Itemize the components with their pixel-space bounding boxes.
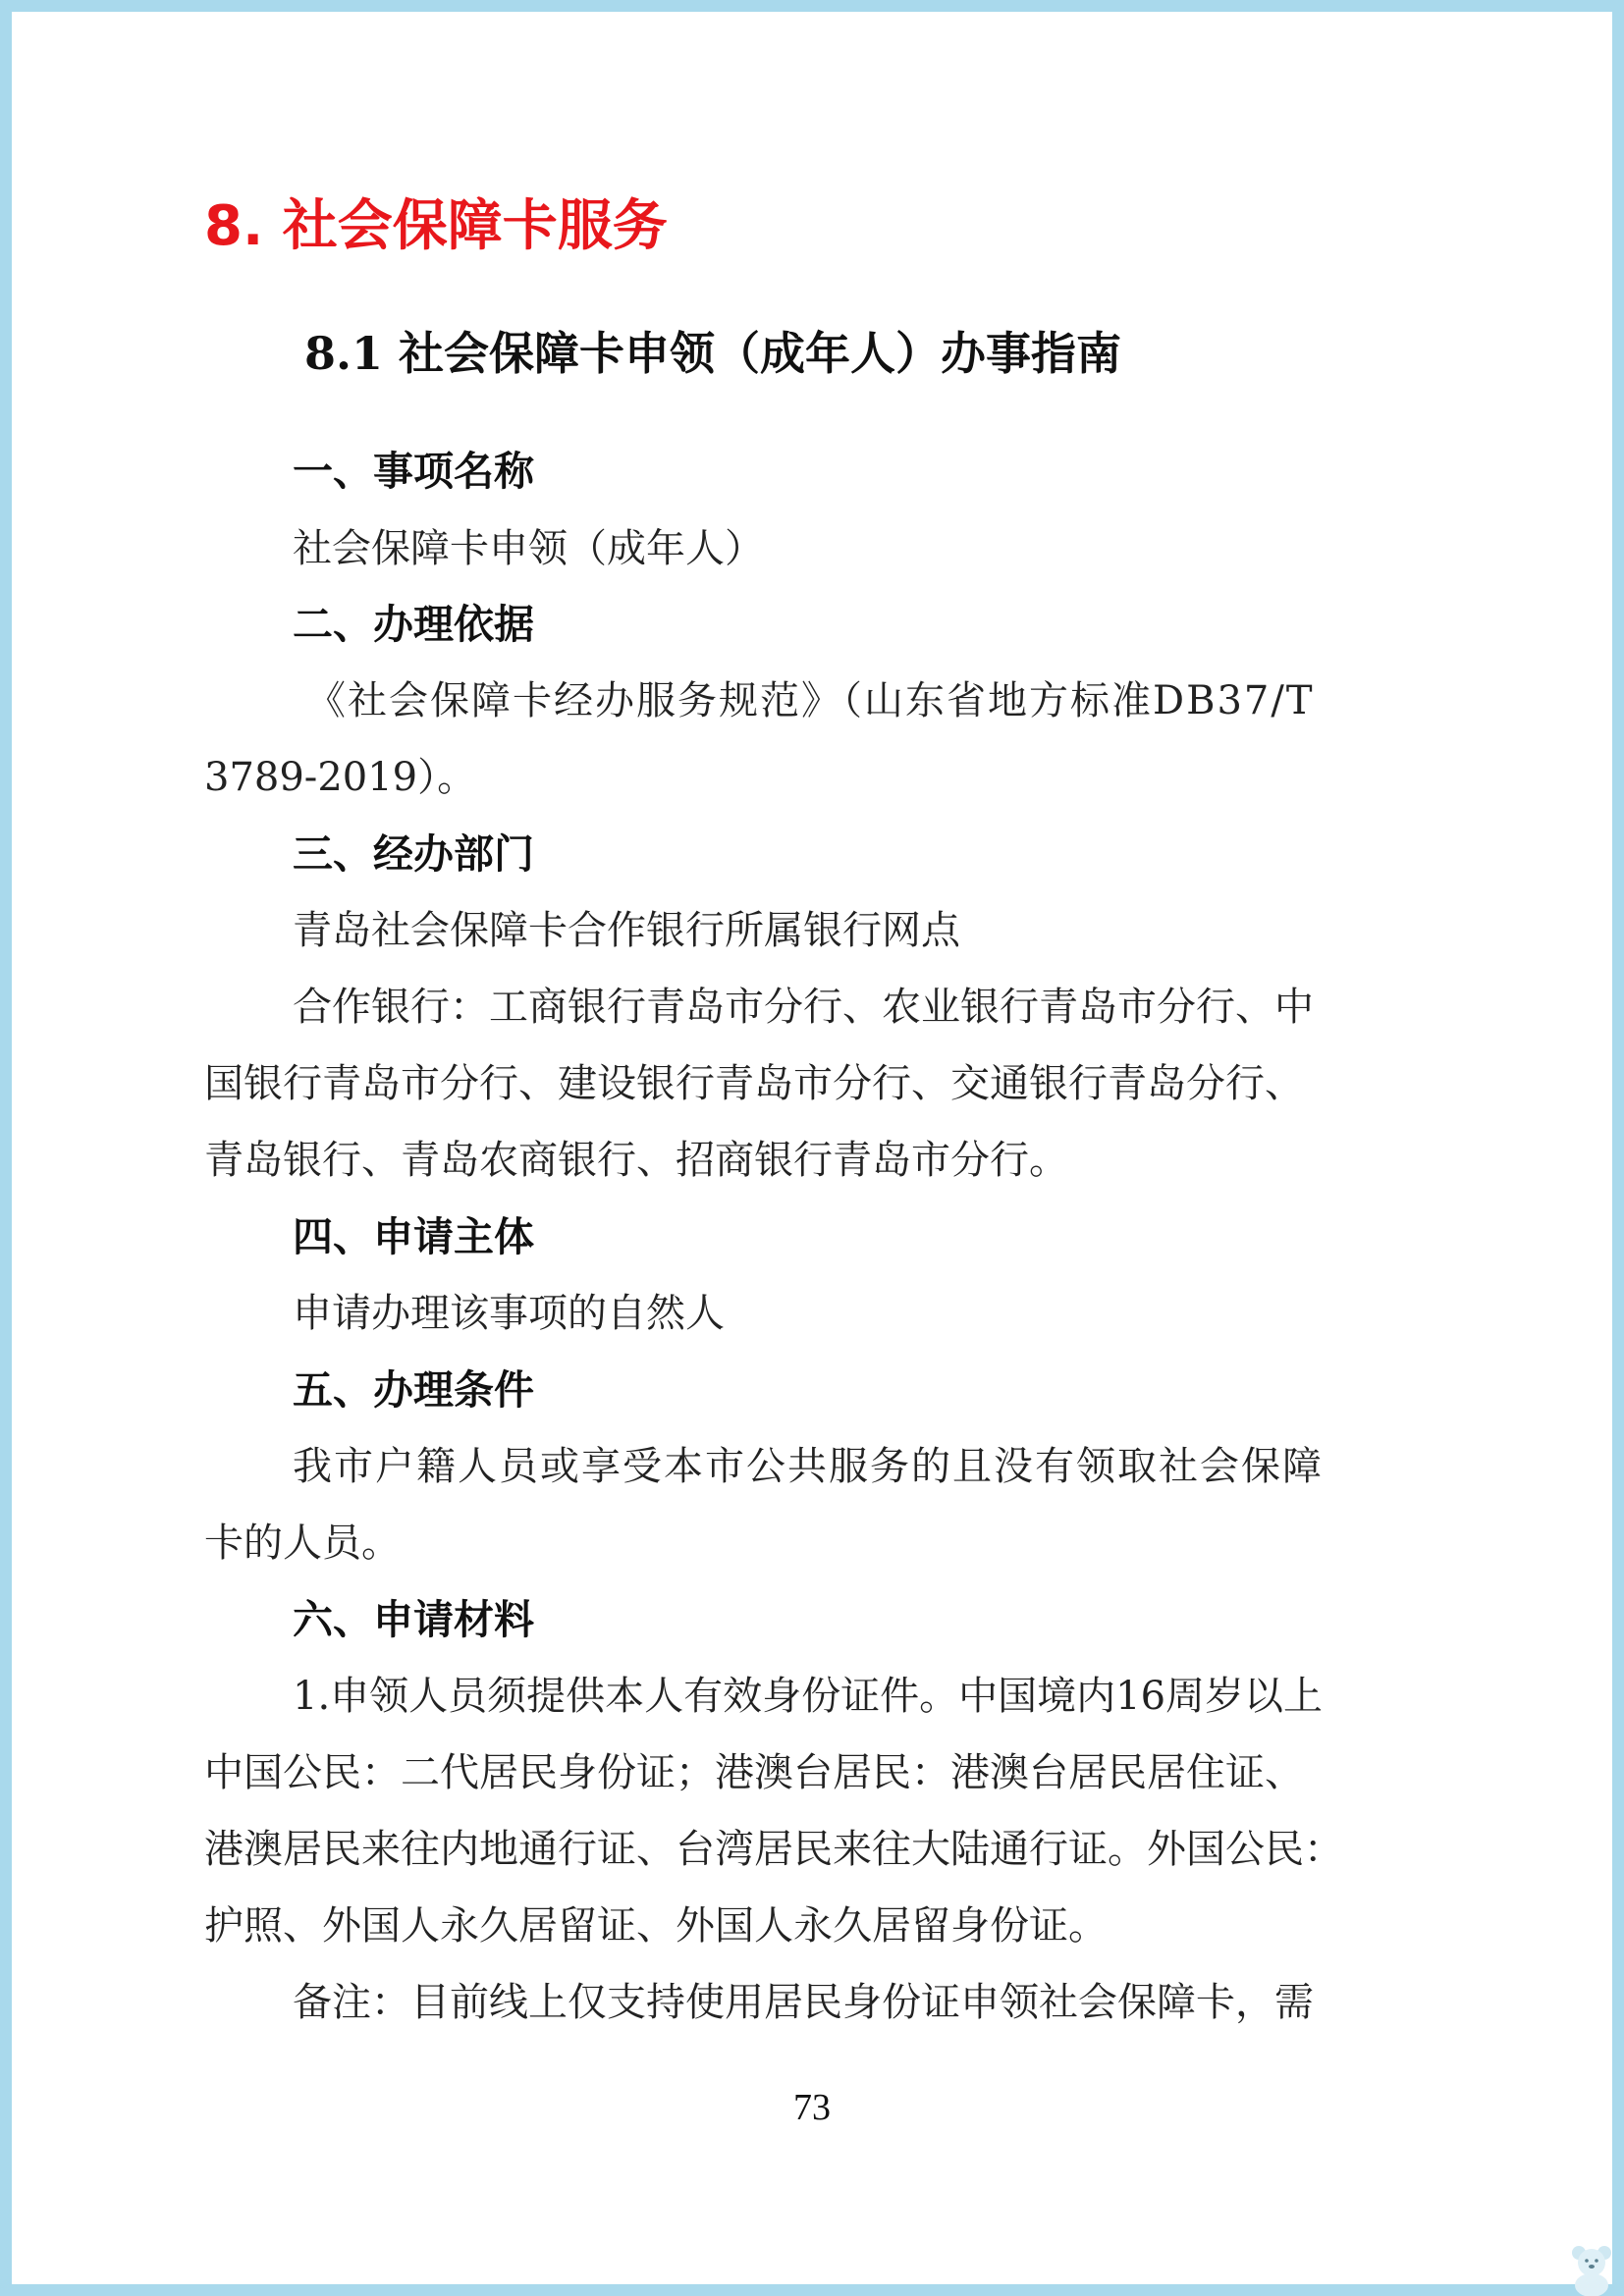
heading-materials: 六、申请材料 <box>293 1596 534 1643</box>
department-text-line: 青岛银行、青岛农商银行、招商银行青岛市分行。 <box>204 1138 1068 1183</box>
basis-text-line: 3789-2019）。 <box>204 755 477 800</box>
item-name-text: 社会保障卡申领（成年人） <box>293 526 764 571</box>
chapter-title: 8. 社会保障卡服务 <box>204 194 668 258</box>
materials-note-line: 备注：目前线上仅支持使用居民身份证申领社会保障卡，需 <box>293 1980 1314 2025</box>
materials-text-line: 中国公民：二代居民身份证；港澳台居民：港澳台居民居住证、 <box>204 1750 1304 1795</box>
materials-text-line: 护照、外国人永久居留证、外国人永久居留身份证。 <box>204 1903 1108 1949</box>
basis-text-line: 《社会保障卡经办服务规范》（山东省地方标准DB37/T <box>306 678 1315 723</box>
materials-text-line: 1.申领人员须提供本人有效身份证件。中国境内16周岁以上 <box>293 1674 1324 1719</box>
department-text-line: 国银行青岛市分行、建设银行青岛市分行、交通银行青岛分行、 <box>204 1061 1304 1106</box>
conditions-text-line: 我市户籍人员或享受本市公共服务的且没有领取社会保障 <box>293 1444 1324 1489</box>
department-text-line: 合作银行：工商银行青岛市分行、农业银行青岛市分行、中 <box>293 985 1314 1030</box>
heading-conditions: 五、办理条件 <box>293 1366 534 1414</box>
heading-department: 三、经办部门 <box>293 830 534 878</box>
heading-basis: 二、办理依据 <box>293 601 534 648</box>
conditions-text-line: 卡的人员。 <box>204 1521 401 1566</box>
applicant-text: 申请办理该事项的自然人 <box>293 1291 725 1336</box>
section-title: 8.1 社会保障卡申领（成年人）办事指南 <box>304 327 1122 380</box>
teddy-bear-icon <box>1559 2231 1624 2296</box>
materials-text-line: 港澳居民来往内地通行证、台湾居民来往大陆通行证。外国公民： <box>204 1827 1343 1872</box>
department-text-line: 青岛社会保障卡合作银行所属银行网点 <box>293 908 960 953</box>
heading-applicant: 四、申请主体 <box>293 1213 534 1260</box>
heading-item-name: 一、事项名称 <box>293 448 534 495</box>
page-number: 73 <box>793 2087 831 2128</box>
